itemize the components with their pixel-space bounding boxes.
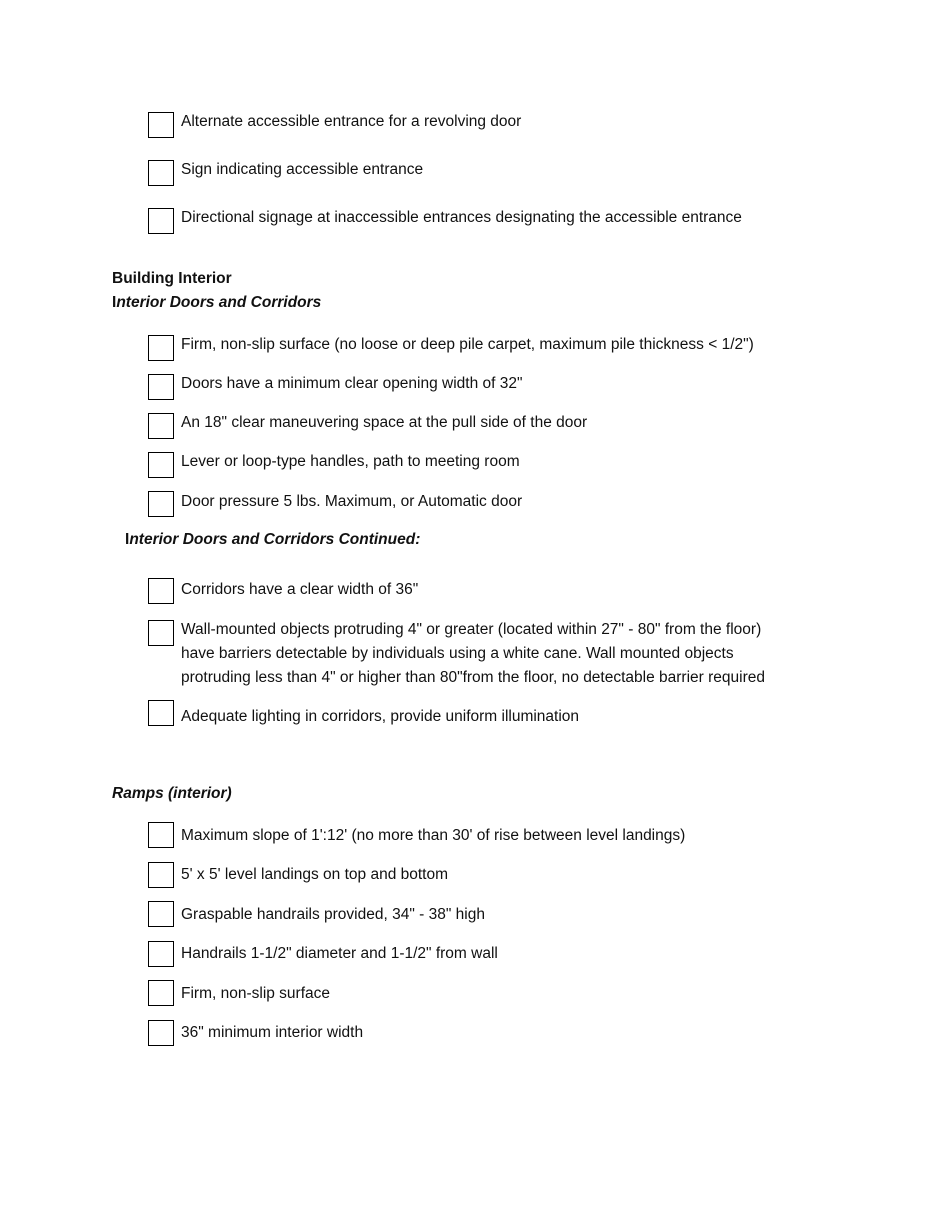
checkbox-ramp-non-slip-surface[interactable] (148, 980, 174, 1006)
item-label: Alternate accessible entrance for a revolving door (181, 113, 522, 130)
checkbox-directional-signage[interactable] (148, 208, 174, 234)
subtitle-rest: nterior Doors and Corridors (116, 294, 322, 311)
checkbox-corridor-lighting[interactable] (148, 700, 174, 726)
checkbox-door-opening-width[interactable] (148, 374, 174, 400)
checkbox-maximum-slope[interactable] (148, 822, 174, 848)
item-label: Sign indicating accessible entrance (181, 161, 424, 178)
item-label: Doors have a minimum clear opening width of 32" (181, 375, 523, 392)
section-title-building-interior: Building Interior (112, 270, 232, 287)
checkbox-non-slip-surface[interactable] (148, 335, 174, 361)
checkbox-revolving-door-entrance[interactable] (148, 112, 174, 138)
section-title-ramps: Ramps (interior) (112, 785, 232, 802)
subtitle-initial: I (125, 531, 130, 548)
item-label: Wall-mounted objects protruding 4" or greater (located within 27" - 80" from the floor) (181, 621, 762, 638)
item-label: 5' x 5' level landings on top and bottom (181, 866, 449, 883)
item-label: Handrails 1-1/2" diameter and 1-1/2" from wall (181, 945, 498, 962)
item-label: Door pressure 5 lbs. Maximum, or Automatic door (181, 493, 523, 510)
item-label: Maximum slope of 1':12' (no more than 30' of rise between level landings) (181, 827, 686, 844)
checkbox-door-pressure[interactable] (148, 491, 174, 517)
item-label: Firm, non-slip surface (no loose or deep pile carpet, maximum pile thickness < 1/2") (181, 336, 754, 353)
subtitle-initial: I (112, 294, 117, 311)
checkbox-wall-mounted-objects[interactable] (148, 620, 174, 646)
item-label: Lever or loop-type handles, path to meeting room (181, 453, 520, 470)
item-label: An 18" clear maneuvering space at the pull side of the door (181, 414, 588, 431)
checkbox-lever-handles[interactable] (148, 452, 174, 478)
item-label: Directional signage at inaccessible entrances designating the accessible entrance (181, 209, 742, 226)
checkbox-handrail-diameter[interactable] (148, 941, 174, 967)
section-subtitle-continued (125, 531, 420, 549)
item-label: Adequate lighting in corridors, provide uniform illumination (181, 708, 580, 725)
item-label-continued: have barriers detectable by individuals using a white cane. Wall mounted objects (181, 645, 734, 662)
checkbox-corridor-width[interactable] (148, 578, 174, 604)
checkbox-interior-width[interactable] (148, 1020, 174, 1046)
item-label: Corridors have a clear width of 36" (181, 581, 419, 598)
checkbox-accessible-entrance-sign[interactable] (148, 160, 174, 186)
item-label: 36" minimum interior width (181, 1024, 364, 1041)
item-label: Graspable handrails provided, 34" - 38" high (181, 906, 485, 923)
item-label: Firm, non-slip surface (181, 985, 331, 1002)
subtitle-rest: nterior Doors and Corridors Continued: (129, 531, 421, 548)
section-subtitle-doors-corridors (112, 294, 321, 312)
item-label-continued: protruding less than 4" or higher than 80"from the floor, no detectable barrier required (181, 669, 765, 686)
checkbox-graspable-handrails[interactable] (148, 901, 174, 927)
checkbox-level-landings[interactable] (148, 862, 174, 888)
checkbox-maneuvering-space[interactable] (148, 413, 174, 439)
